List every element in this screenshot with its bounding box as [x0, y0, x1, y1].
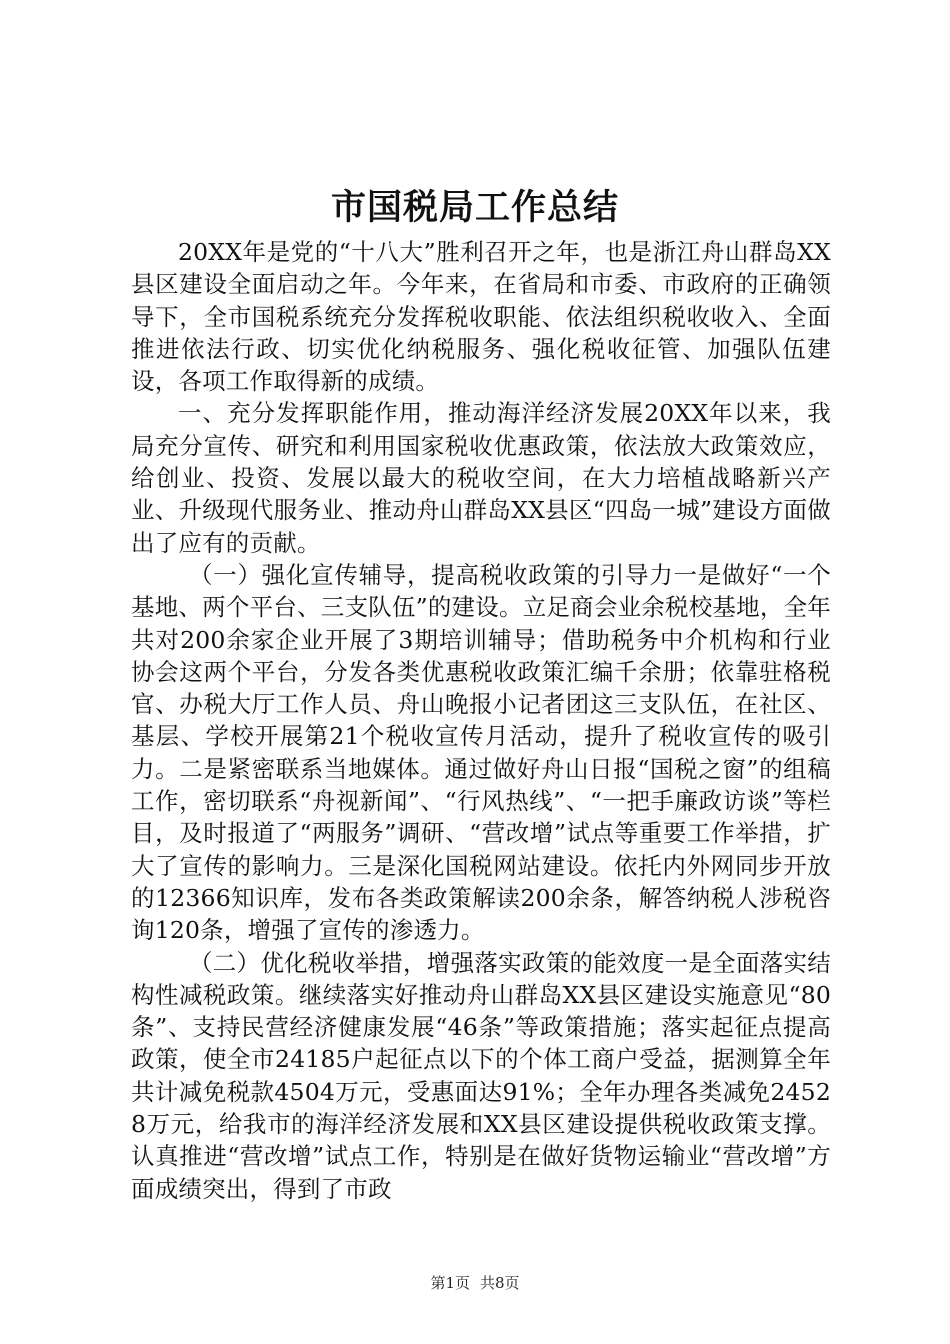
paragraph-subsection-1: （一）强化宣传辅导，提高税收政策的引导力一是做好“一个基地、两个平台、三支队伍”的建设。立足商会业余税校基地，全年共对200余家企业开展了3期培训辅导；借助税务中介机构和行业协会这两个平台，分发各类优惠税收政策汇编千余册；依靠驻格税官、办税大厅工作人员、舟山晚报小记者团这三支队伍，在社区、基层、学校开展第21个税收宣传月活动，提升了税收宣传的吸引力。二是紧密联系当地媒体。通过做好舟山日报“国税之窗”的组稿工作，密切联系“舟视新闻”、“行风热线”、“一把手廉政访谈”等栏目，及时报道了“两服务”调研、“营改增”试点等重要工作举措，扩大了宣传的影响力。三是深化国税网站建设。依托内外网同步开放的12366知识库，发布各类政策解读200余条，解答纳税人涉税咨询120条，增强了宣传的渗透力。: [131, 560, 831, 945]
page-number: 第1页: [430, 1274, 470, 1292]
paragraph-section-1: 一、充分发挥职能作用，推动海洋经济发展20XX年以来，我局充分宣传、研究和利用国家税收优惠政策，依法放大政策效应，给创业、投资、发展以最大的税收空间，在大力培植战略新兴产业、升级现代服务业、推动舟山群岛XX县区“四岛一城”建设方面做出了应有的贡献。: [131, 399, 831, 557]
paragraph-intro: 20XX年是党的“十八大”胜利召开之年，也是浙江舟山群岛XX县区建设全面启动之年。今年来，在省局和市委、市政府的正确领导下，全市国税系统充分发挥税收职能、依法组织税收收入、全面推进依法行政、切实优化纳税服务、强化税收征管、加强队伍建设，各项工作取得新的成绩。: [131, 238, 831, 396]
document-title: 市国税局工作总结: [330, 187, 619, 228]
page-footer: [0, 1272, 950, 1294]
page-total: 共8页: [480, 1274, 520, 1292]
document-body: [131, 236, 831, 1205]
paragraph-subsection-2: （二）优化税收举措，增强落实政策的能效度一是全面落实结构性减税政策。继续落实好推动舟山群岛XX县区建设实施意见“80条”、支持民营经济健康发展“46条”等政策措施；落实起征点提高政策，使全市24185户起征点以下的个体工商户受益，据测算全年共计减免税款4504万元，受惠面达91%；全年办理各类减免24528万元，给我市的海洋经济发展和XX县区建设提供税收政策支撑。认真推进“营改增”试点工作，特别是在做好货物运输业“营改增”方面成绩突出，得到了市政: [131, 948, 831, 1203]
